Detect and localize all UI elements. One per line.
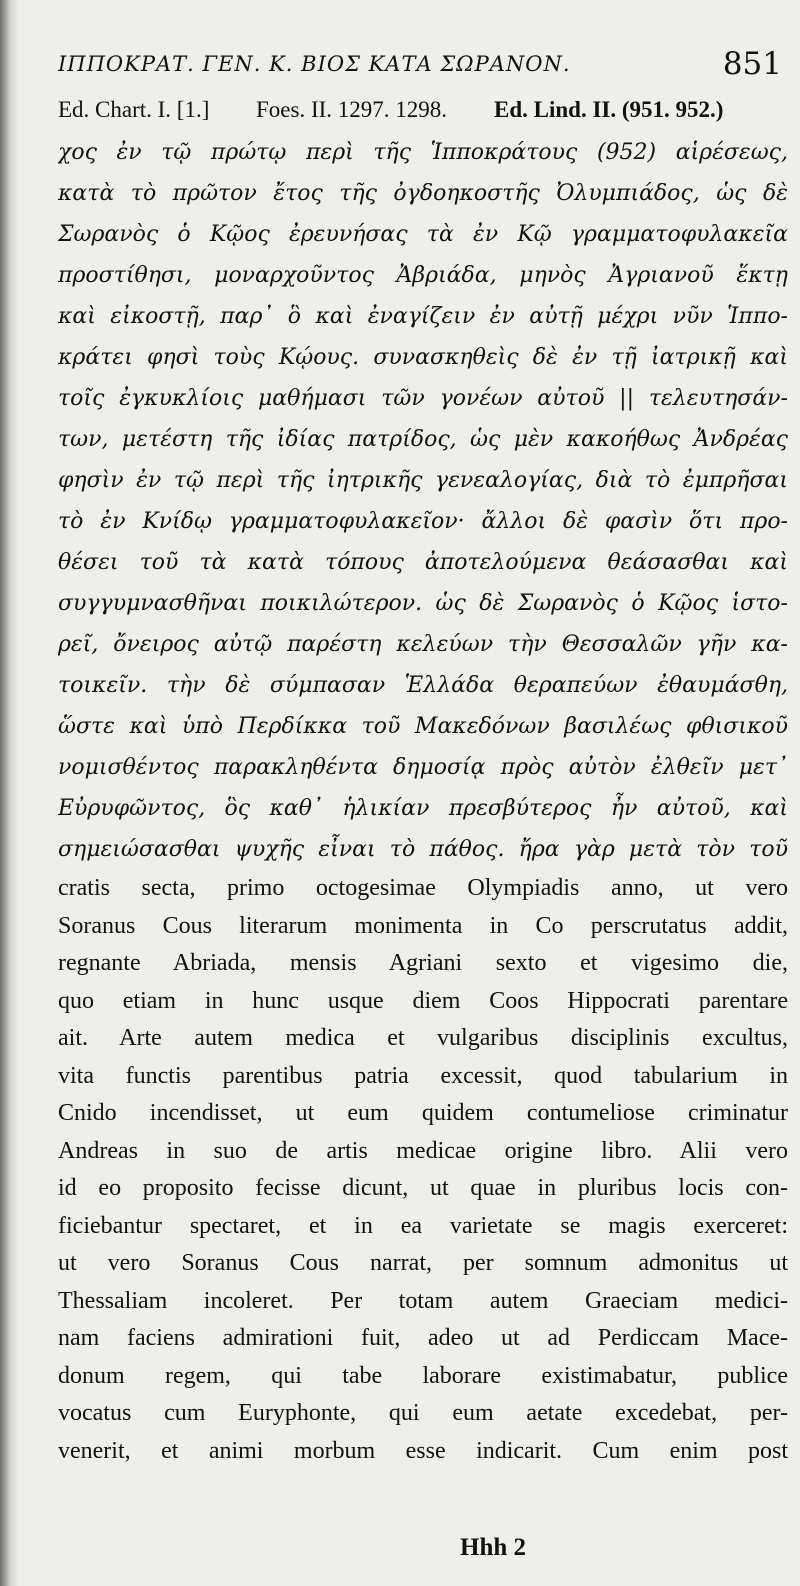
latin-line: Soranus Cous literarum monimenta in Co perscrutatus addit, <box>58 912 788 939</box>
latin-line: nam faciens admirationi fuit, adeo ut ad Perdiccam Mace- <box>58 1325 788 1351</box>
latin-line: vita functis parentibus patria excessit, quod tabularium in <box>58 1062 788 1089</box>
greek-line: χος ἐν τῷ πρώτῳ περὶ τῆς Ἱπποκράτους (952) αἱρέσεως, <box>58 140 788 165</box>
latin-line: ficiebantur spectaret, et in ea varietate se magis exerceret: <box>58 1212 788 1239</box>
latin-text <box>58 870 788 1470</box>
greek-line: κράτει φησὶ τοὺς Κῴους. συνασκηθεὶς δὲ ἐν τῇ ἰατρικῇ καὶ <box>58 345 788 370</box>
latin-line: Andreas in suo de artis medicae origine libro. Alii vero <box>58 1137 788 1164</box>
running-head: ΙΠΠΟΚΡΑΤ. ΓΕΝ. Κ. ΒΙΟΣ ΚΑΤΑ ΣΩΡΑΝΟΝ. <box>58 52 571 76</box>
greek-line: ρεῖ, ὄνειρος αὐτῷ παρέστη κελεύων τὴν Θεσσαλῶν γῆν κα- <box>58 632 788 657</box>
latin-line: regnante Abriada, mensis Agriani sexto et vigesimo die, <box>58 950 788 976</box>
greek-line: συγγυμνασθῆναι ποικιλώτερον. ὡς δὲ Σωρανὸς ὁ Κῷος ἱστο- <box>58 591 788 616</box>
greek-line: Σωρανὸς ὁ Κῷος ἐρευνήσας τὰ ἐν Κῷ γραμματοφυλακεῖα <box>58 222 788 247</box>
greek-line: σημειώσασθαι ψυχῆς εἶναι τὸ πάθος. ἤρα γὰρ μετὰ τὸν τοῦ <box>58 837 788 862</box>
edition-chart: Ed. Chart. I. [1.] <box>58 97 210 122</box>
greek-line: θέσει τοῦ τὰ κατὰ τόπους ἀποτελούμενα θεάσασθαι καὶ <box>58 550 788 575</box>
latin-line: cratis secta, primo octogesimae Olympiadis anno, ut vero <box>58 875 788 901</box>
latin-line: donum regem, qui tabe laborare existimabatur, publice <box>58 1362 788 1389</box>
greek-line: προστίθησι, μοναρχοῦντος Ἀβριάδα, μηνὸς Ἀγριανοῦ ἕκτῃ <box>58 263 788 288</box>
latin-line: quo etiam in hunc usque diem Coos Hippocrati parentare <box>58 987 788 1014</box>
greek-line: κατὰ τὸ πρῶτον ἔτος τῆς ὀγδοηκοστῆς Ὀλυμπιάδος, ὡς δὲ <box>58 181 788 206</box>
greek-line: νομισθέντος παρακληθέντα δημοσίᾳ πρὸς αὐτὸν ἐλθεῖν μετ᾽ <box>58 755 788 780</box>
greek-text <box>58 132 788 870</box>
edition-references <box>58 91 788 131</box>
greek-line: ὥστε καὶ ὑπὸ Περδίκκα τοῦ Μακεδόνων βασιλέως φθισικοῦ <box>58 714 788 739</box>
greek-line: καὶ εἰκοστῇ, παρ᾽ ὃ καὶ ἐναγίζειν ἐν αὐτῇ μέχρι νῦν Ἱππο- <box>58 304 788 329</box>
latin-line: Cnido incendisset, ut eum quidem contumeliose criminatur <box>58 1100 788 1126</box>
greek-line: τοικεῖν. τὴν δὲ σύμπασαν Ἑλλάδα θεραπεύων ἐθαυμάσθη, <box>58 673 788 698</box>
page-header <box>58 42 788 84</box>
greek-line: Εὐρυφῶντος, ὃς καθ᾽ ἡλικίαν πρεσβύτερος ἦν αὐτοῦ, καὶ <box>58 796 788 821</box>
binding-shadow <box>0 0 18 1586</box>
edition-foes: Foes. II. 1297. 1298. <box>256 97 448 122</box>
latin-line: ait. Arte autem medica et vulgaribus disciplinis excultus, <box>58 1025 788 1051</box>
latin-line: venerit, et animi morbum esse indicarit. Cum enim post <box>58 1437 788 1464</box>
latin-line: Thessaliam incoleret. Per totam autem Graeciam medici- <box>58 1287 788 1314</box>
edition-lind: Ed. Lind. II. (951. 952.) <box>494 97 724 122</box>
latin-line: id eo proposito fecisse dicunt, ut quae in pluribus locis con- <box>58 1175 788 1201</box>
latin-line: vocatus cum Euryphonte, qui eum aetate excedebat, per- <box>58 1400 788 1426</box>
page-number: 851 <box>722 46 782 82</box>
greek-line: των, μετέστη τῆς ἰδίας πατρίδος, ὡς μὲν κακοήθως Ἀνδρέας <box>58 427 788 452</box>
greek-line: τοῖς ἐγκυκλίοις μαθήμασι τῶν γονέων αὐτοῦ || τελευτησάν- <box>58 386 788 411</box>
greek-line: φησὶν ἐν τῷ περὶ τῆς ἰητρικῆς γενεαλογίας, διὰ τὸ ἐμπρῆσαι <box>58 468 788 493</box>
latin-line: ut vero Soranus Cous narrat, per somnum admonitus ut <box>58 1250 788 1276</box>
signature-mark: Hhh 2 <box>460 1534 527 1561</box>
greek-line: τὸ ἐν Κνίδῳ γραμματοφυλακεῖον· ἄλλοι δὲ φασὶν ὅτι προ- <box>58 509 788 534</box>
